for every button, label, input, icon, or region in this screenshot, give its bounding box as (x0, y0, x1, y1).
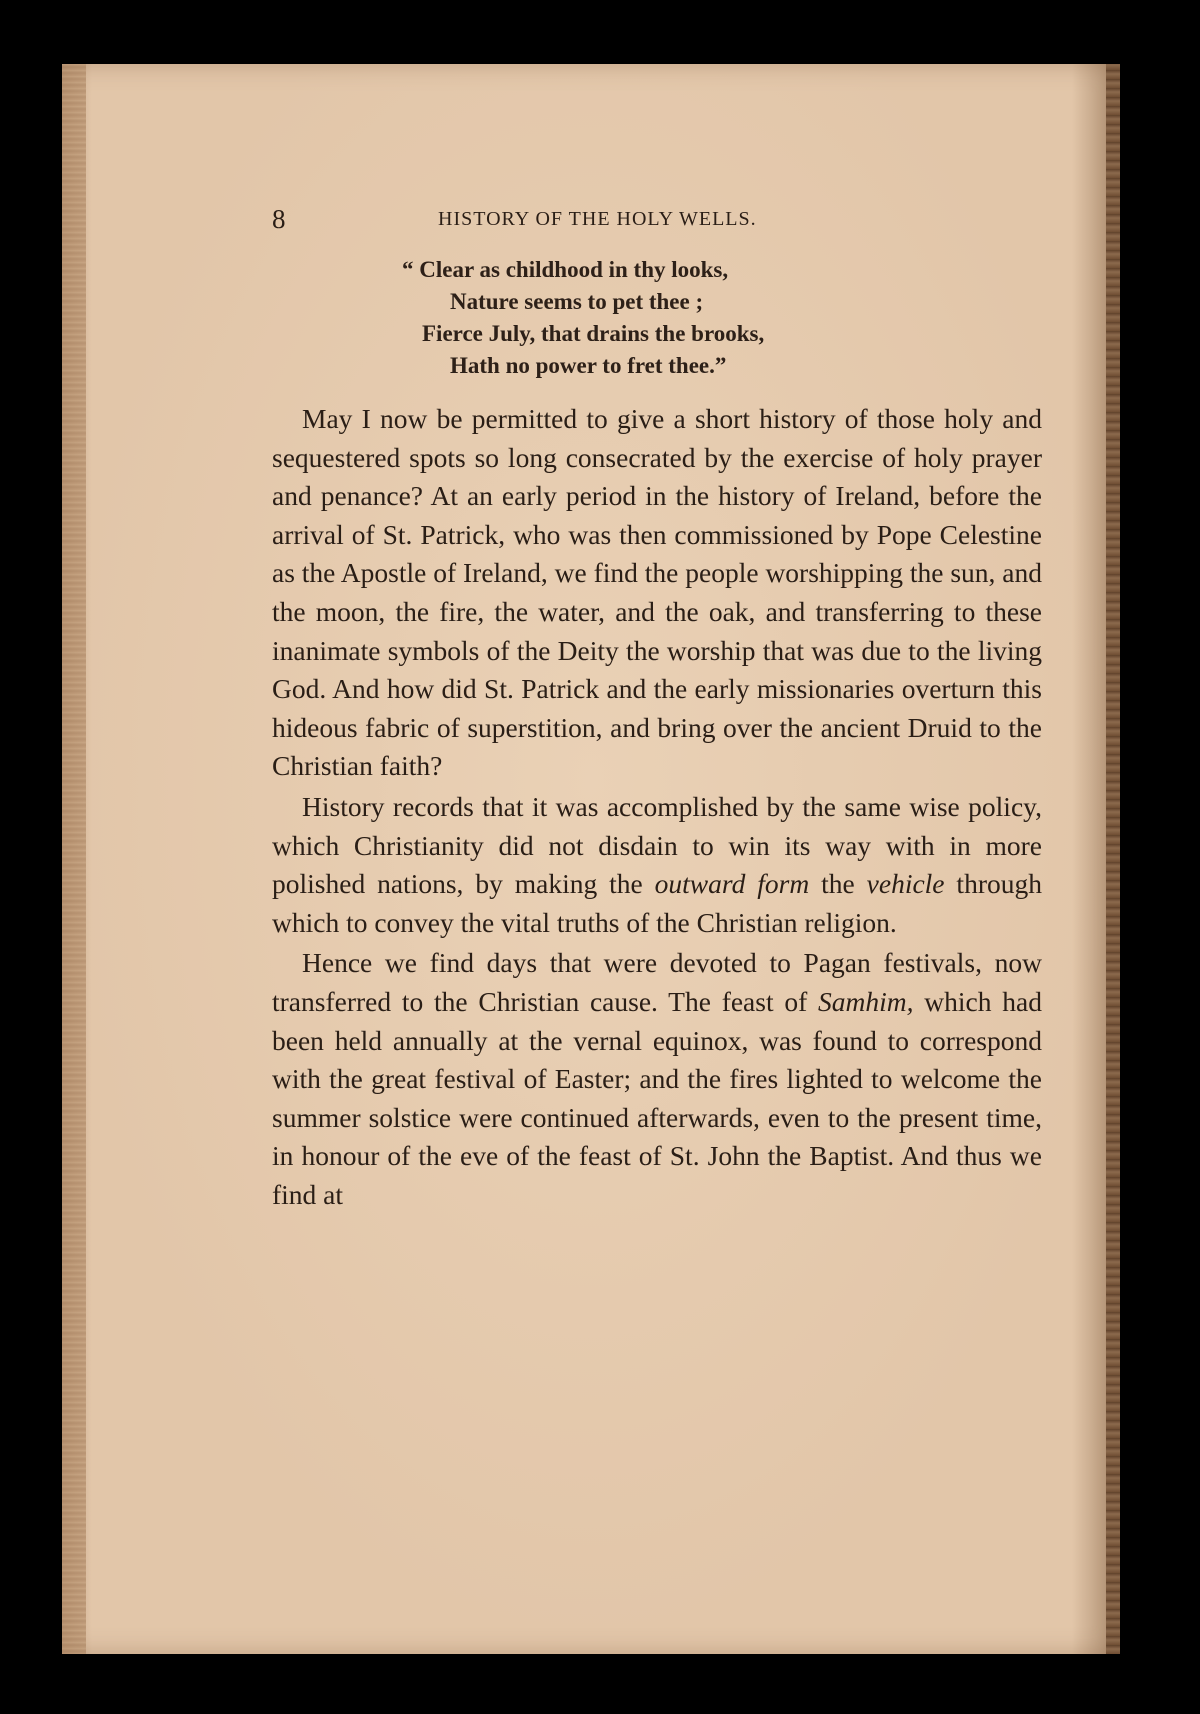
poem-line: “ Clear as childhood in thy looks, (402, 257, 729, 282)
paragraph-2 (272, 788, 1042, 942)
italic-phrase: Samhim, (818, 985, 914, 1017)
running-head (272, 204, 1042, 244)
page-gutter (62, 64, 86, 1654)
page-number: 8 (272, 204, 286, 234)
body-text (272, 400, 1042, 1214)
paragraph-3-text-a: Hence we find days that were devoted to Pagan festivals, now transferred to the Christian cause. The feast of (272, 947, 1042, 1017)
book-page (62, 64, 1120, 1654)
poem-line: Nature seems to pet thee ; (450, 289, 704, 314)
poem-line: Fierce July, that drains the brooks, (422, 321, 765, 346)
paragraph-3 (272, 944, 1042, 1214)
paragraph-3-text-b: which had been held annually at the vernal equinox, was found to correspond with the great festival of Easter; and the fires lighted to welcome the summer solstice were continued afterwards, even to the present time, in honour of the eve of the feast of St. John the Baptist. And thus we find at (272, 985, 1042, 1210)
text-block (272, 204, 1042, 1216)
poem-quote (272, 254, 1042, 382)
italic-phrase: outward form (654, 868, 810, 900)
italic-phrase: vehicle (866, 868, 945, 900)
running-head-title: HISTORY OF THE HOLY WELLS. (438, 208, 757, 230)
page-edge (1106, 64, 1120, 1654)
paragraph-2-text-b: the (809, 868, 867, 900)
paragraph-2-text-c: through which to convey the vital truths of the Christian religion. (272, 868, 1042, 938)
paragraph-2-text-a: History records that it was accomplished by the same wise policy, which Christianity did not disdain to win its way with in more polished nations, by making the (272, 790, 1042, 900)
paragraph-1: May I now be permitted to give a short history of those holy and sequestered spots so long consecrated by the exercise of holy prayer and penance? At an early period in the history of Ireland, before the arrival of St. Patrick, who was then commissioned by Pope Celestine as the Apostle of Ireland, we find the people worshipping the sun, and the moon, the fire, the water, and the oak, and transferring to these inanimate symbols of the Deity the worship that was due to the living God. And how did St. Patrick and the early missionaries overturn this hideous fabric of superstition, and bring over the ancient Druid to the Christian faith? (272, 403, 1042, 782)
poem-line: Hath no power to fret thee.” (450, 353, 727, 378)
